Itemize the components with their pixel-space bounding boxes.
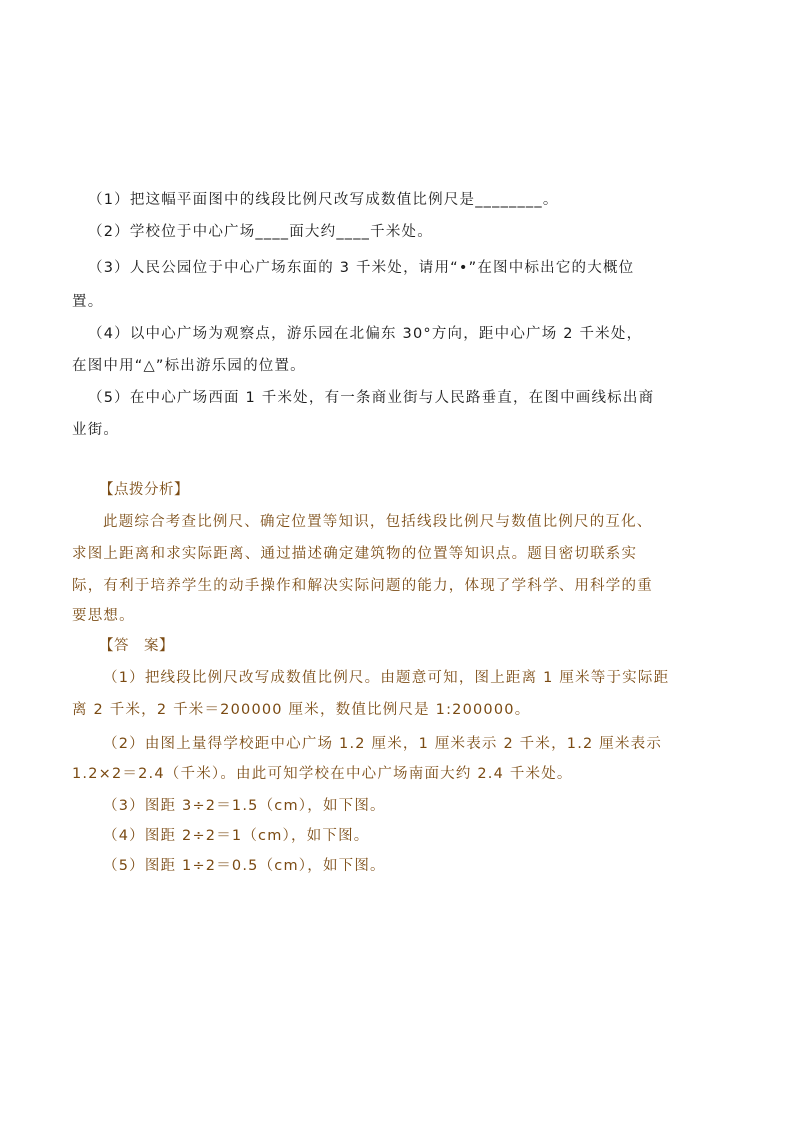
analysis-line: 此题综合考查比例尺、确定位置等知识，包括线段比例尺与数值比例尺的互化、 <box>103 514 653 530</box>
answer-line: 1.2×2＝2.4（千米）。由此可知学校在中心广场南面大约 2.4 千米处。 <box>72 766 573 782</box>
answer-line: （5）图距 1÷2＝0.5（cm），如下图。 <box>103 858 386 874</box>
answer-line: （1）把线段比例尺改写成数值比例尺。由题意可知，图上距离 1 厘米等于实际距 <box>103 670 670 686</box>
question-2: （2）学校位于中心广场____面大约____千米处。 <box>88 224 433 240</box>
answer-heading: 【答 案】 <box>99 638 174 654</box>
question-5-line-2: 业街。 <box>72 422 120 438</box>
answer-line: （3）图距 3÷2＝1.5（cm），如下图。 <box>103 798 386 814</box>
question-3-line-2: 置。 <box>72 294 104 310</box>
question-4-line-2: 在图中用“△”标出游乐园的位置。 <box>72 358 306 374</box>
analysis-line: 际，有利于培养学生的动手操作和解决实际问题的能力，体现了学科学、用科学的重 <box>72 578 653 594</box>
question-3-line-1: （3）人民公园位于中心广场东面的 3 千米处，请用“•”在图中标出它的大概位 <box>88 260 635 276</box>
question-5-line-1: （5）在中心广场西面 1 千米处，有一条商业街与人民路垂直，在图中画线标出商 <box>88 390 655 406</box>
answer-line: 离 2 千米，2 千米＝200000 厘米，数值比例尺是 1:200000。 <box>72 702 531 718</box>
answer-line: （2）由图上量得学校距中心广场 1.2 厘米，1 厘米表示 2 千米，1.2 厘米表示 <box>103 736 663 752</box>
analysis-heading: 【点拨分析】 <box>99 482 189 498</box>
question-1: （1）把这幅平面图中的线段比例尺改写成数值比例尺是________。 <box>88 192 559 208</box>
answer-line: （4）图距 2÷2＝1（cm），如下图。 <box>103 828 370 844</box>
analysis-line: 求图上距离和求实际距离、通过描述确定建筑物的位置等知识点。题目密切联系实 <box>72 546 638 562</box>
analysis-line: 要思想。 <box>72 608 135 624</box>
question-4-line-1: （4）以中心广场为观察点，游乐园在北偏东 30°方向，距中心广场 2 千米处， <box>88 326 643 342</box>
